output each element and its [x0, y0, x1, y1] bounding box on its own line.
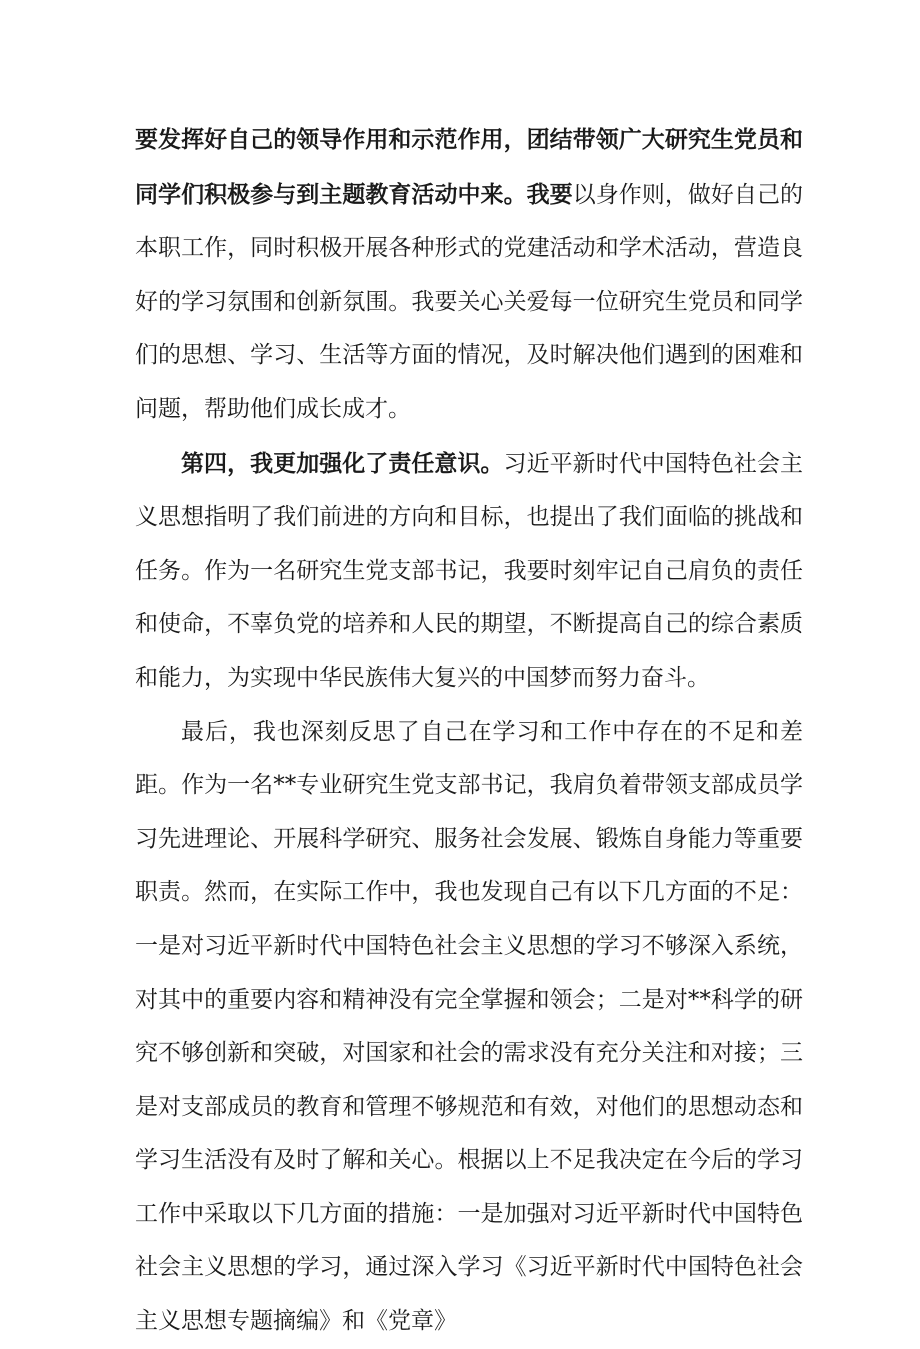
paragraph-1: [135, 113, 803, 437]
paragraph-2-text: 习近平新时代中国特色社会主义思想指明了我们前进的方向和目标，也提出了我们面临的挑战和任务。作为一名研究生党支部书记，我要时刻牢记自己肩负的责任和使命，不辜负党的培养和人民的期望，不断提高自己的综合素质和能力，为实现中华民族伟大复兴的中国梦而努力奋斗。: [135, 450, 804, 691]
paragraph-2: [135, 437, 803, 706]
paragraph-1-bold-lead: 要发挥好自己的领导作用和示范作用，团结带领广大研究生党员和同学们积极参与到主题教育活动中来。我要: [135, 126, 803, 208]
paragraph-2-bold-lead: 第四，我更加强化了责任意识。: [181, 449, 504, 477]
paragraph-3: [135, 706, 803, 1349]
paragraph-3-text: 最后，我也深刻反思了自己在学习和工作中存在的不足和差距。作为一名**专业研究生党支部书记，我肩负着带领支部成员学习先进理论、开展科学研究、服务社会发展、锻炼自身能力等重要职责。然而，在实际工作中，我也发现自己有以下几方面的不足：一是对习近平新时代中国特色社会主义思想的学习不够深入系统，对其中的重要内容和精神没有完全掌握和领会；二是对**科学的研究不够创新和突破，对国家和社会的需求没有充分关注和对接；三是对支部成员的教育和管理不够规范和有效，对他们的思想动态和学习生活没有及时了解和关心。根据以上不足我决定在今后的学习工作中采取以下几方面的措施：一是加强对习近平新时代中国特色社会主义思想的学习，通过深入学习《习近平新时代中国特色社会主义思想专题摘编》和《党章》: [135, 718, 803, 1335]
body-text: [135, 113, 803, 1349]
paragraph-1-text: 以身作则，做好自己的本职工作，同时积极开展各种形式的党建活动和学术活动，营造良好的学习氛围和创新氛围。我要关心关爱每一位研究生党员和同学们的思想、学习、生活等方面的情况，及时解决他们遇到的困难和问题，帮助他们成长成才。: [135, 181, 804, 422]
